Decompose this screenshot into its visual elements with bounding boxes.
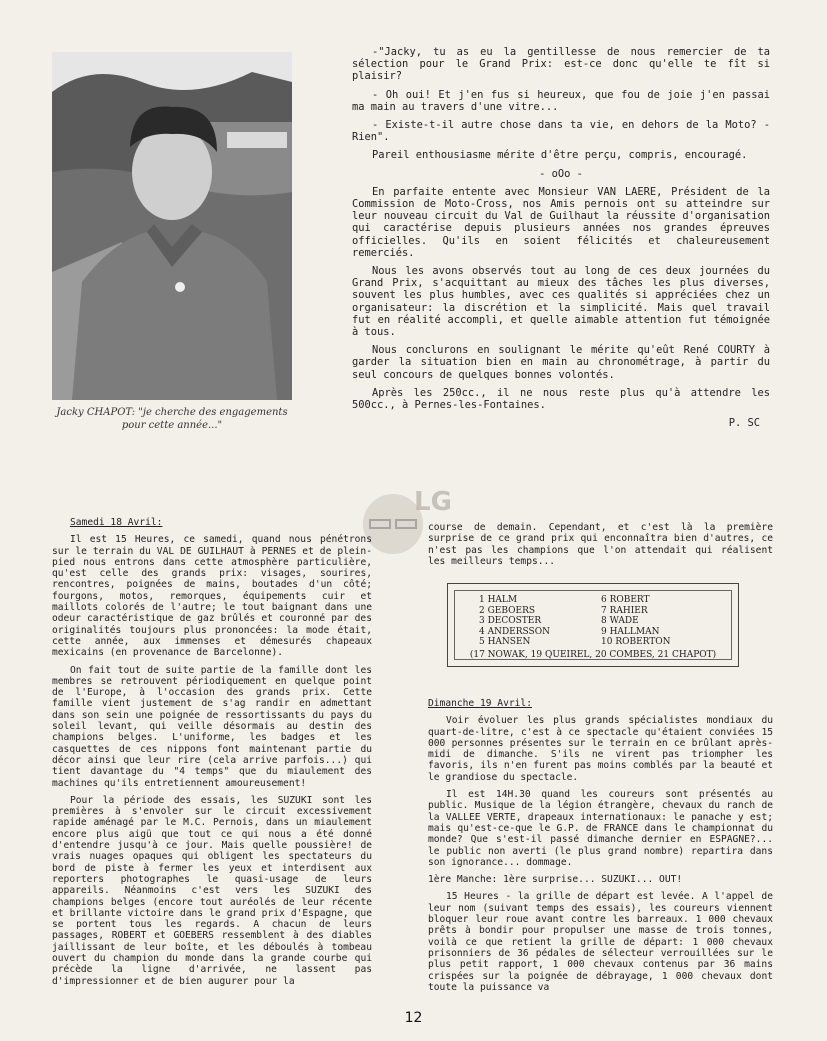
paragraph: course de demain. Cependant, et c'est là la première surprise de ce grand prix qui enconnaîtra bien d'autres, ce n'est pas les champions que l'on attendait qui réalisent les meilleurs temps... (428, 522, 773, 567)
paragraph: Voir évoluer les plus grands spécialistes mondiaux du quart-de-litre, c'est à ce spectacle qu'étaient conviées 15 000 personnes présentes sur le terrain en ce brûlant après-midi de dimanche. S'ils ne virent pas triompher les favoris, ils n'en furent pas moins comblés par la beauté et le grandiose du spectacle. (428, 715, 773, 783)
section-heading: Samedi 18 Avril: (70, 517, 163, 528)
result-entry: 5 HANSEN (479, 637, 531, 647)
result-entry: 2 GEBOERS (479, 605, 536, 616)
photo-caption: Jacky CHAPOT: "je cherche des engagements pour cette année..." (56, 407, 288, 431)
practice-continuation (428, 522, 773, 579)
paragraph: Après les 250cc., il ne nous reste plus qu'à attendre les 500cc., à Pernes-les-Fontaines. (352, 386, 770, 412)
result-entry: 7 RAHIER (601, 605, 648, 616)
sunday-section (428, 698, 773, 999)
result-entry: 8 WADE (601, 616, 639, 626)
paragraph: Pareil enthousiasme mérite d'être perçu, compris, encouragé. (372, 149, 748, 162)
paragraph: On fait tout de suite partie de la famille dont les membres se retrouvent périodiquement en quelque point de l'Europe, à l'occasion des grands prix. Cette famille vient justement de s'ag randir en admettant dans son sein une poignée de ressortissants du pays du soleil levant, qui veille désormais au destin des champions belges. L'uniforme, les badges et les casquettes de ces nippons font maintenant partie du décor ainsi que leur rire (cela arrive parfois...) qui tient davantage du "4 temps" que du miaulement des machines qu'ils entretiennent amoureusement! (52, 664, 372, 789)
paragraph: - Existe-t-il autre chose dans ta vie, en dehors de la Moto? - Rien". (352, 119, 770, 144)
result-entry: 4 ANDERSSON (479, 626, 550, 637)
separator: - oOo - (539, 167, 583, 180)
watermark-text: LG (414, 487, 452, 517)
paragraph: 15 Heures - la grille de départ est levée. A l'appel de leur nom (suivant temps des essais), les coureurs viennent bloquer leur roue avant contre les barreaux. 1 000 chevaux prêts à bondir pour propulser une masse de trois tonnes, voilà ce que retient la grille de départ: 1 000 chevaux prisonniers de 36 pédales de sélecteur verrouillées sur le plus petit rapport, 1 000 chevaux contenus par 36 mains crispées sur la poignée de débrayage, 1 000 chevaux dont toute la puissance va (428, 891, 773, 993)
paragraph: Il est 15 Heures, ce samedi, quand nous pénétrons sur le terrain du VAL DE GUILHAUT à PERNES et de plein-pied nous entrons dans cette atmosphère particulière, qu'est celle des grands prix: visages, sourires, rencontres, poignées de mains, boutades d'un côté; fourgons, motos, remorques, équipements cuir et maillots colorés de l'autre; le tout baignant dans une odeur caractéristique de gaz brûlés et couronné par des originalités toujours plus prononcées: la mode était, cette année, aux immenses et démesurés chapeaux mexicains (en provenance de Barcelonne). (52, 534, 372, 659)
paragraph: Nous les avons observés tout au long de ces deux journées du Grand Prix, s'acquittant au mieux des tâches les plus diverses, souvent les plus humbles, avec ces qualités si appréciées chez un organisateur: la discrétion et la simplicité. Mais quel travail fut en réalité accompli, et quelle aimable attention fut témoignée à tous. (352, 265, 770, 339)
result-entry: 10 ROBERTON (601, 637, 671, 647)
paragraph: 1ère Manche: 1ère surprise... SUZUKI... OUT! (428, 874, 683, 886)
result-entry: 9 HALLMAN (601, 626, 660, 637)
paragraph: - Oh oui! Et j'en fus si heureux, que fou de joie j'en passai ma main au travers d'une vitre... (352, 88, 770, 113)
results-footer: (17 NOWAK, 19 QUEIREL, 20 COMBES, 21 CHAPOT) (469, 649, 717, 660)
result-entry: 6 ROBERT (601, 595, 650, 605)
rider-photo (52, 52, 292, 400)
paragraph: -"Jacky, tu as eu la gentillesse de nous remercier de ta sélection pour le Grand Prix: est-ce donc qu'elle te fît si plaisir? (352, 46, 770, 83)
result-entry: 3 DECOSTER (479, 616, 542, 626)
page-number: 12 (404, 1010, 423, 1026)
section-heading: Dimanche 19 Avril: (428, 698, 532, 709)
practice-results-box (447, 583, 739, 667)
paragraph: Nous conclurons en soulignant le mérite qu'eût René COURTY à garder la situation bien en main au chronométrage, à partir du seul concours de quelques bonnes volontés. (352, 344, 770, 381)
paragraph: Il est 14H.30 quand les coureurs sont présentés au public. Musique de la légion étrangère, chevaux du ranch de la VALLEE VERTE, drapeaux internationaux: le panache y est; mais qu'est-ce-que le G.P. de FRANCE dans le championnat du monde? Que s'est-il passé dimanche dernier en ESPAGNE?... le public non averti (le plus grand nombre) repartira dans son ignorance... dommage. (428, 789, 773, 868)
interview-section (352, 46, 770, 435)
result-entry: 1 HALM (479, 595, 518, 605)
paragraph: Pour la période des essais, les SUZUKI sont les premières à s'envoler sur le circuit excessivement rapide aménagé par le M.C. Pernois, dans un miaulement encore plus aigü que tout ce qui nous a été donné d'entendre jusqu'à ce jour. Mais quelle poussière! de vrais nuages opaques qui obligent les spectateurs du bord de piste à fermer les yeux et interdisent aux reporters photographes le quasi-usage de leurs appareils. Néanmoins c'est vers les SUZUKI des champions belges (encore tout auréolés de leur récente et brillante victoire dans le grand prix d'Espagne, que se portent tous les regards. A chacun de leurs passages, ROBERT et GOEBERS ressemblent à des diables jaillissant de leur boîte, et les déboulés à tombeau ouvert du champion du monde dans la grande courbe qui précède la ligne d'arrivée, ne lassent pas d'impressionner et de bien augurer pour la (52, 794, 372, 987)
signature: P. SC (728, 417, 760, 430)
paragraph: En parfaite entente avec Monsieur VAN LAERE, Président de la Commission de Moto-Cross, nos Amis pernois ont su atteindre sur leur nouveau circuit du Val de Guilhaut la réussite d'organisation qui caractérise depuis plusieurs années nos grandes épreuves officielles. Qu'ils en soient félicités et chaleureusement remerciés. (352, 185, 770, 259)
saturday-section (52, 517, 372, 993)
